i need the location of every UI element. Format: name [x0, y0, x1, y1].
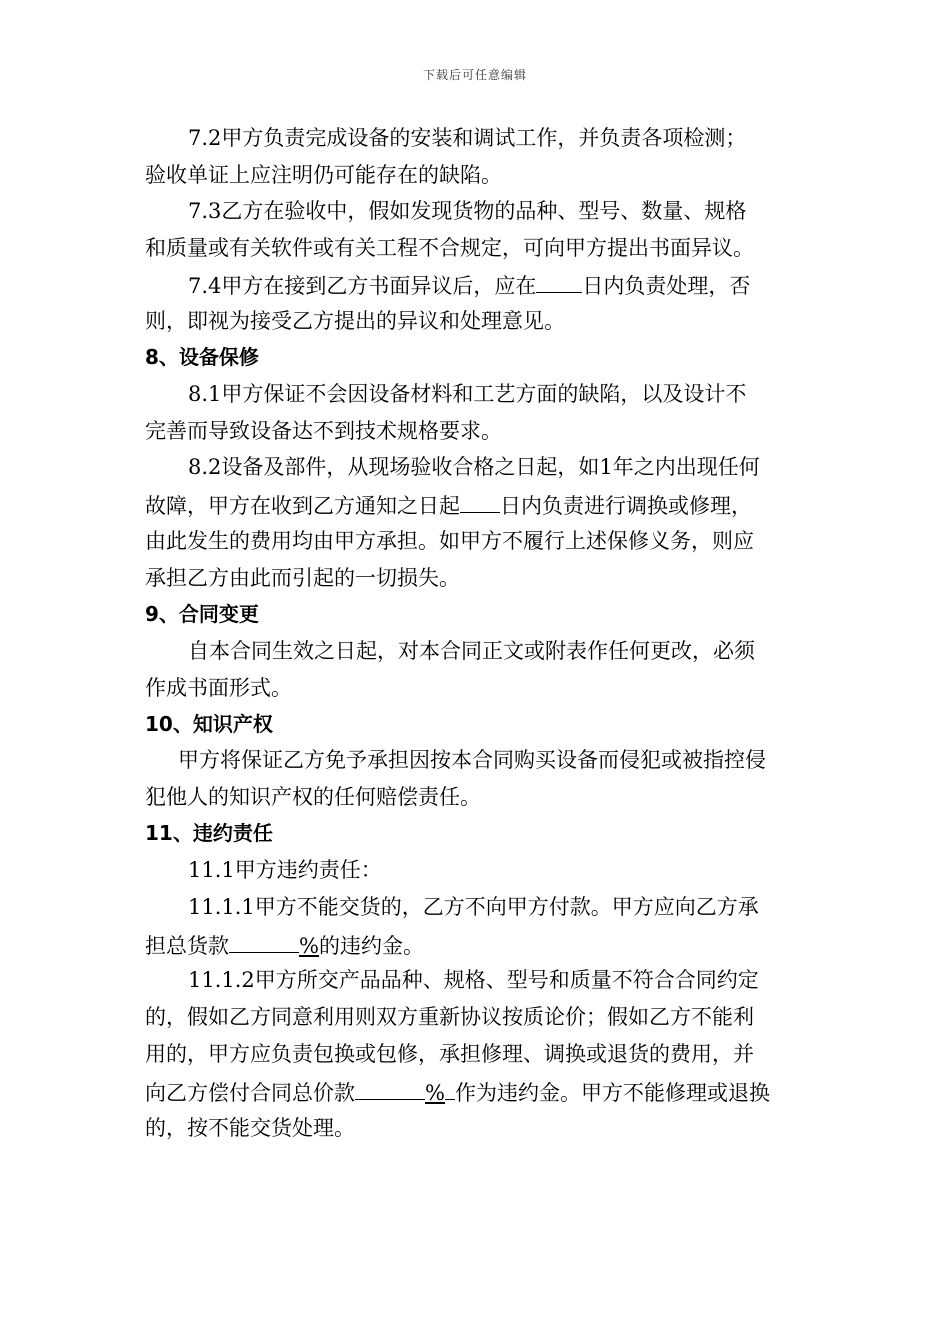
para-11-1: 11.1甲方违约责任：	[188, 858, 382, 882]
para-7-4-line-1	[188, 270, 750, 298]
blank-days-field	[460, 490, 500, 513]
para-8-2-text-b: 日内负责进行调换或修理，	[500, 494, 752, 518]
para-11-1-1-text-a: 担总货款	[145, 934, 229, 958]
para-7-3-line-1: 7.3乙方在验收中，假如发现货物的品种、型号、数量、规格	[188, 199, 747, 223]
para-8-1-line-1: 8.1甲方保证不会因设备材料和工艺方面的缺陷，以及设计不	[188, 382, 747, 406]
para-8-2-line-2	[145, 490, 752, 518]
blank-trailing	[445, 1077, 455, 1100]
para-11-1-2-line-4	[145, 1077, 770, 1105]
para-11-1-1-line-1: 11.1.1甲方不能交货的，乙方不向甲方付款。甲方应向乙方承	[188, 895, 759, 919]
para-7-4-line-2: 则，即视为接受乙方提出的异议和处理意见。	[145, 309, 565, 333]
para-11-1-2-line-2: 的，假如乙方同意利用则双方重新协议按质论价；假如乙方不能利	[145, 1005, 754, 1029]
para-8-2-line-1: 8.2设备及部件，从现场验收合格之日起，如1年之内出现任何	[188, 455, 760, 479]
section-11-heading: 11、违约责任	[145, 821, 273, 845]
para-11-1-2-line-3: 用的，甲方应负责包换或包修，承担修理、调换或退货的费用，并	[145, 1042, 754, 1066]
para-11-1-2-text-a: 向乙方偿付合同总价款	[145, 1081, 355, 1105]
para-7-3-line-2: 和质量或有关软件或有关工程不合规定，可向甲方提出书面异议。	[145, 236, 754, 260]
para-8-1-line-2: 完善而导致设备达不到技术规格要求。	[145, 419, 502, 443]
para-8-2-line-3: 由此发生的费用均由甲方承担。如甲方不履行上述保修义务，则应	[145, 529, 754, 553]
para-9-line-1: 自本合同生效之日起，对本合同正文或附表作任何更改，必须	[188, 639, 755, 663]
para-10-line-2: 犯他人的知识产权的任何赔偿责任。	[145, 785, 481, 809]
para-11-1-1-line-2	[145, 930, 424, 958]
percent-sign: %	[425, 1081, 445, 1105]
para-9-line-2: 作成书面形式。	[145, 676, 292, 700]
para-8-2-line-4: 承担乙方由此而引起的一切损失。	[145, 566, 460, 590]
blank-percent-field	[355, 1077, 425, 1100]
para-8-2-text-a: 故障，甲方在收到乙方通知之日起	[145, 494, 460, 518]
para-7-4-text-b: 日内负责处理，否	[582, 274, 751, 298]
para-11-1-2-line-1: 11.1.2甲方所交产品品种、规格、型号和质量不符合合同约定	[188, 968, 759, 992]
header-note: 下载后可任意编辑	[422, 68, 527, 82]
para-11-1-2-line-5: 的，按不能交货处理。	[145, 1116, 355, 1140]
para-7-2-line-1: 7.2甲方负责完成设备的安装和调试工作，并负责各项检测；	[188, 126, 747, 150]
section-8-heading: 8、设备保修	[145, 345, 259, 369]
percent-sign: %	[299, 934, 319, 958]
para-11-1-2-text-c: 作为违约金。甲方不能修理或退换	[454, 1081, 770, 1105]
para-7-2-line-2: 验收单证上应注明仍可能存在的缺陷。	[145, 163, 502, 187]
para-10-line-1: 甲方将保证乙方免予承担因按本合同购买设备而侵犯或被指控侵	[178, 748, 766, 772]
section-9-heading: 9、合同变更	[145, 602, 259, 626]
para-11-1-1-text-c: 的违约金。	[318, 934, 424, 958]
blank-days-field	[536, 270, 582, 293]
para-7-4-text-a: 7.4甲方在接到乙方书面异议后，应在	[188, 274, 537, 298]
section-10-heading: 10、知识产权	[145, 712, 273, 736]
blank-percent-field	[229, 930, 299, 953]
